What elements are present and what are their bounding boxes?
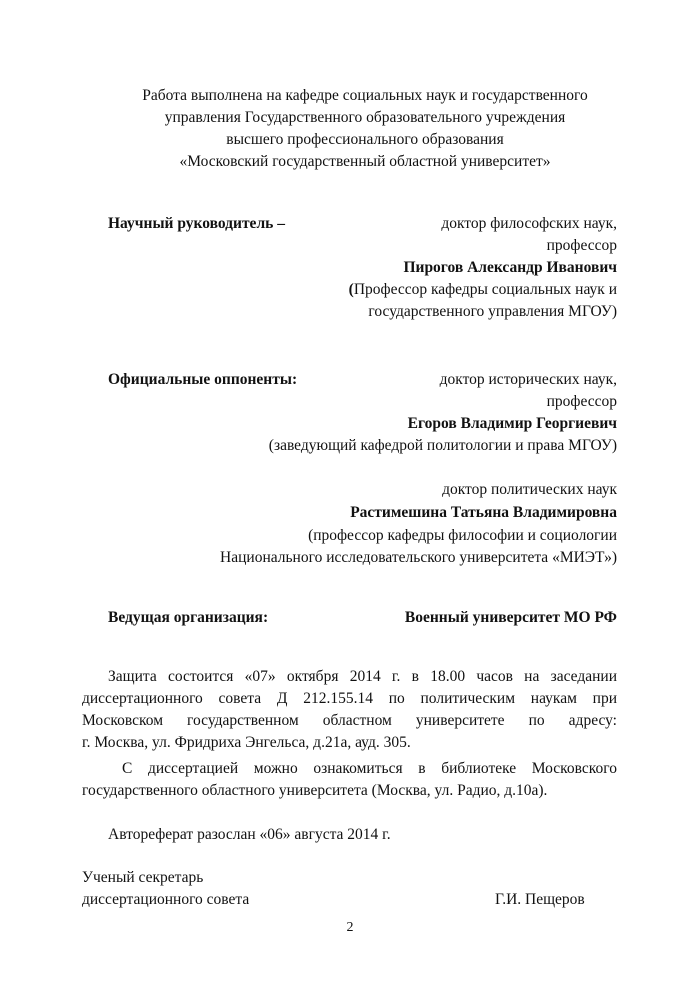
library-line-1-text: С диссертацией можно ознакомиться в библиотеке Московского — [122, 760, 617, 777]
header-line-3: высшего профессионального образования — [226, 131, 504, 148]
secretary-name: Г.И. Пещеров — [495, 891, 585, 908]
lead-org-label: Ведущая организация: — [108, 609, 269, 626]
opponent-1-position: (заведующий кафедрой политологии и права МГОУ) — [268, 437, 617, 454]
library-line-1 — [82, 759, 617, 779]
supervisor-position-line-2: государственного управления МГОУ) — [368, 303, 617, 320]
defense-line-2: диссертационного совета Д 212.155.14 по политическим наукам при — [82, 690, 617, 707]
supervisor-position-text: Профессор кафедры социальных наук и — [353, 281, 617, 298]
defense-line-1-text: Защита состоится «07» октября 2014 г. в 18.00 часов на заседании — [108, 668, 617, 685]
supervisor-label: Научный руководитель – — [108, 215, 285, 232]
header-line-2: управления Государственного образовательного учреждения — [164, 109, 566, 126]
header-line-4: «Московский государственный областной университет» — [179, 153, 551, 170]
secretary-line-1: Ученый секретарь — [82, 869, 204, 886]
supervisor-degree: доктор философских наук, — [441, 215, 617, 232]
opponent-1-degree: доктор исторических наук, — [439, 371, 617, 388]
lead-org-value: Военный университет МО РФ — [404, 609, 617, 626]
defense-line-1 — [82, 667, 617, 687]
opponent-2-degree: доктор политических наук — [442, 481, 617, 498]
supervisor-name: Пирогов Александр Иванович — [403, 259, 617, 276]
opponent-2-position-line-1: (профессор кафедры философии и социологии — [308, 527, 617, 544]
library-line-2: государственного областного университета (Москва, ул. Радио, д.10а). — [82, 782, 548, 799]
supervisor-title: профессор — [546, 237, 617, 254]
supervisor-position-paren: ( — [348, 281, 354, 298]
opponent-2-position-line-2: Национального исследовательского университета «МИЭТ») — [220, 549, 617, 566]
defense-line-4: г. Москва, ул. Фридриха Энгельса, д.21а, ауд. 305. — [82, 734, 411, 751]
opponents-label: Официальные оппоненты: — [108, 371, 298, 388]
header-line-1: Работа выполнена на кафедре социальных наук и государственного — [142, 87, 588, 104]
opponent-2-name: Растимешина Татьяна Владимировна — [350, 504, 617, 521]
defense-line-3: Московском государственном областном университете по адресу: — [82, 712, 617, 729]
supervisor-position-line-1 — [349, 280, 617, 300]
sent-date: Автореферат разослан «06» августа 2014 г. — [108, 826, 391, 843]
opponent-1-name: Егоров Владимир Георгиевич — [407, 415, 617, 432]
page-number: 2 — [346, 920, 354, 935]
secretary-line-2: диссертационного совета — [82, 891, 250, 908]
opponent-1-title: профессор — [546, 393, 617, 410]
